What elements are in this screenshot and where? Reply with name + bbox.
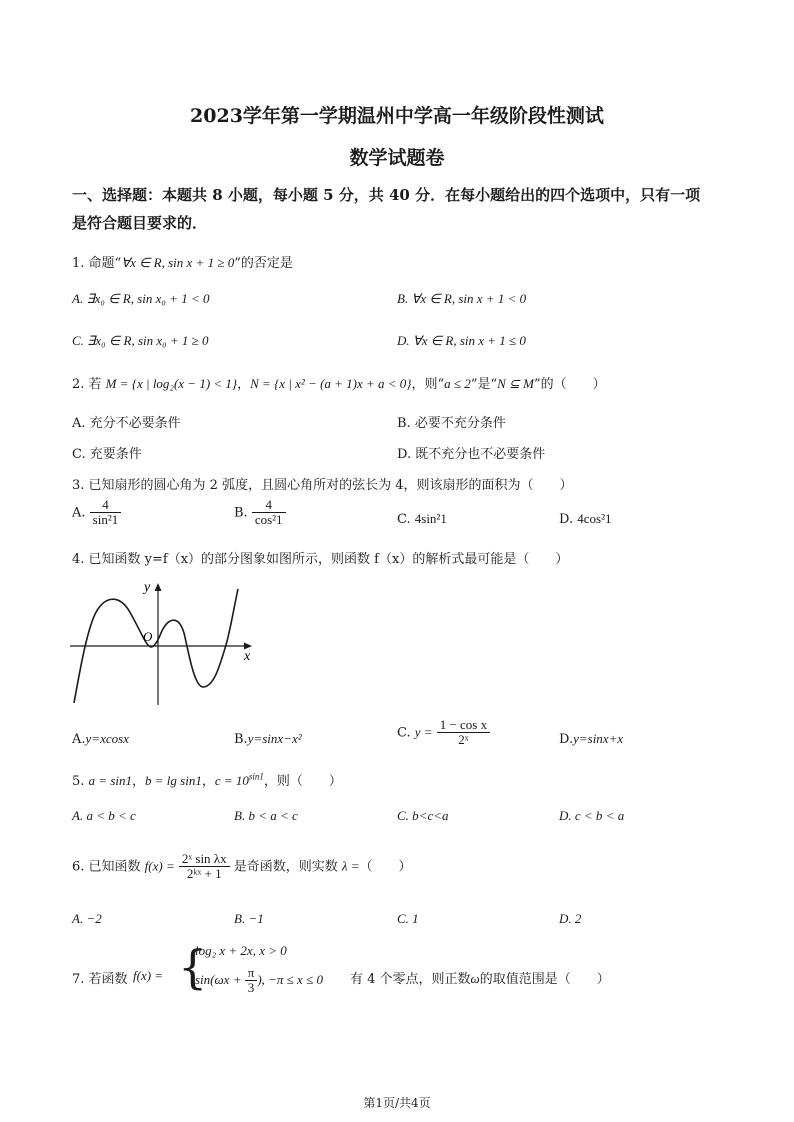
- q1-option-c: C. ∃x₀ ∈ R, sin x₀ + 1 ≥ 0: [72, 333, 209, 348]
- q3-c-text: 4sin²1: [414, 511, 447, 526]
- q6-fraction: [179, 852, 230, 882]
- q2-mid2: ”是“: [470, 377, 498, 392]
- q5-comma1: ，: [132, 774, 146, 789]
- q7-case2-end: ), −π ≤ x ≤ 0: [257, 971, 323, 987]
- q7-mid: 有 4 个零点，则正数: [350, 972, 471, 987]
- q6-mid: 是奇函数，则实数: [233, 859, 342, 875]
- q4-b-label: B.: [234, 732, 248, 747]
- q6-suffix: （ ）: [359, 859, 412, 875]
- q7-three: 3: [247, 980, 255, 996]
- q2-option-c: C. 充要条件: [72, 447, 142, 462]
- q5-option-c: C. b<c<a: [397, 808, 449, 823]
- q2-set-n: N = {x | x² − (a + 1)x + a < 0}: [250, 376, 412, 391]
- q5-option-a: A. a < b < c: [72, 808, 136, 823]
- q1-proposition: ∀x ∈ R, sin x + 1 ≥ 0: [121, 255, 235, 270]
- q3-b-label: B.: [234, 505, 248, 521]
- question-7-prefix: 7. 若函数: [72, 972, 128, 987]
- section-heading-line1: 一、选择题：本题共 8 小题，每小题 5 分，共 40 分．在每小题给出的四个选项中，只有一项: [72, 186, 701, 204]
- section-heading-line2: 是符合题目要求的．: [72, 214, 208, 232]
- graph-y-label: y: [144, 580, 151, 595]
- q2-suffix: ”的（ ）: [534, 377, 606, 392]
- q3-option-a: [72, 498, 121, 528]
- q4-c-label: C.: [397, 725, 411, 741]
- question-3-stem: 3. 已知扇形的圆心角为 2 弧度，且圆心角所对的弦长为 4，则该扇形的面积为（ ）: [72, 478, 573, 493]
- q3-a-fraction: [90, 498, 122, 528]
- q7-case2: [195, 966, 323, 996]
- page-footer: 第1页/共4页: [363, 1096, 431, 1110]
- q5-option-b: B. b < a < c: [234, 808, 298, 823]
- q6-option-b: B. −1: [234, 911, 264, 926]
- q3-d-label: D.: [559, 512, 574, 527]
- q4-c-prefix: y =: [414, 724, 433, 740]
- q4-a-text: y=xcosx: [85, 731, 129, 746]
- q2-subset: N ⊆ M: [497, 376, 535, 391]
- q6-fx: f(x) =: [144, 858, 175, 874]
- q6-option-d: D. 2: [559, 911, 582, 926]
- q7-end: 的取值范围是（ ）: [479, 972, 610, 987]
- q4-b-text: y=sinx−x²: [247, 731, 302, 746]
- q4-d-label: D.: [559, 732, 574, 747]
- q7-pi-over-3: [245, 966, 258, 996]
- q3-option-c: [397, 511, 447, 527]
- question-2-stem: [72, 373, 606, 392]
- q3-a-label: A.: [72, 505, 86, 521]
- q7-suffix: [350, 968, 610, 987]
- q5-prefix: 5.: [72, 774, 89, 789]
- q1-option-a: A. ∃x₀ ∈ R, sin x₀ + 1 < 0: [72, 291, 210, 306]
- q7-pi: π: [245, 966, 258, 981]
- q7-case2-start: sin(ωx +: [195, 971, 245, 987]
- q4-option-d: [559, 731, 623, 747]
- q3-c-label: C.: [397, 512, 411, 527]
- q6-num: 2ˣ sin λx: [179, 852, 230, 867]
- q3-option-d: [559, 511, 611, 527]
- q4-c-fraction: [437, 718, 490, 748]
- page-title: 2023学年第一学期温州中学高一年级阶段性测试: [190, 105, 604, 127]
- graph-y-arrow: [155, 583, 162, 591]
- q4-option-a: [72, 731, 129, 747]
- q2-option-a: A. 充分不必要条件: [72, 416, 181, 431]
- q1-stem-prefix: 1. 命题“: [72, 256, 122, 271]
- q5-c-def: c = 10: [214, 773, 249, 788]
- q3-a-num: 4: [90, 498, 122, 513]
- q5-a-def: a = sin1: [88, 773, 132, 788]
- q3-b-fraction: [252, 498, 286, 528]
- q2-option-d: D. 既不充分也不必要条件: [397, 447, 546, 462]
- q3-b-den: cos²1: [254, 512, 283, 528]
- q4-a-label: A.: [72, 732, 86, 747]
- q3-d-text: 4cos²1: [577, 511, 612, 526]
- page-subtitle: 数学试题卷: [349, 147, 445, 169]
- q6-den: 2ᵏˣ + 1: [186, 866, 222, 882]
- q7-brace: {: [178, 940, 208, 994]
- question-6-stem: [72, 852, 412, 882]
- q6-lambda: λ =: [341, 858, 360, 874]
- q4-option-c: [397, 718, 490, 748]
- q7-fx: f(x) =: [133, 968, 164, 983]
- q5-option-d: D. c < b < a: [559, 808, 625, 823]
- q7-omega: ω: [470, 971, 480, 986]
- q1-option-d: D. ∀x ∈ R, sin x + 1 ≤ 0: [397, 333, 526, 348]
- q4-function-graph: [66, 575, 256, 710]
- graph-x-label: x: [244, 649, 251, 664]
- q3-b-num: 4: [252, 498, 286, 513]
- q4-option-b: [234, 731, 302, 747]
- q6-option-c: C. 1: [397, 911, 419, 926]
- q4-d-text: y=sinx+x: [573, 731, 624, 746]
- q5-c-exponent: sin1: [248, 771, 264, 782]
- q2-comma: ，: [237, 377, 251, 392]
- q2-prefix: 2. 若: [72, 377, 106, 392]
- q5-suffix: ，则（ ）: [263, 774, 342, 789]
- q6-option-a: A. −2: [72, 911, 102, 926]
- graph-origin-label: O: [143, 629, 153, 644]
- q3-option-b: [234, 498, 286, 528]
- q3-a-den: sin²1: [92, 512, 119, 528]
- q2-mid1: ，则“: [411, 377, 445, 392]
- q5-comma2: ，: [201, 774, 215, 789]
- question-4-stem: 4. 已知函数 y=f（x）的部分图象如图所示，则函数 f（x）的解析式最可能是（ ）: [72, 552, 569, 567]
- q2-set-m: M = {x | log₂(x − 1) < 1}: [105, 376, 238, 391]
- question-5-stem: [72, 770, 342, 789]
- q4-c-den: 2ˣ: [458, 732, 469, 748]
- question-1-stem: [72, 252, 293, 271]
- q4-c-num: 1 − cos x: [437, 718, 490, 733]
- q1-stem-suffix: ”的否定是: [234, 256, 293, 271]
- q5-b-def: b = lg sin1: [145, 773, 202, 788]
- q2-option-b: B. 必要不充分条件: [397, 416, 506, 431]
- q2-condition: a ≤ 2: [444, 376, 471, 391]
- q1-option-b: B. ∀x ∈ R, sin x + 1 < 0: [397, 291, 527, 306]
- q7-case1: log₂ x + 2x, x > 0: [195, 943, 287, 958]
- q6-prefix: 6. 已知函数: [72, 859, 145, 875]
